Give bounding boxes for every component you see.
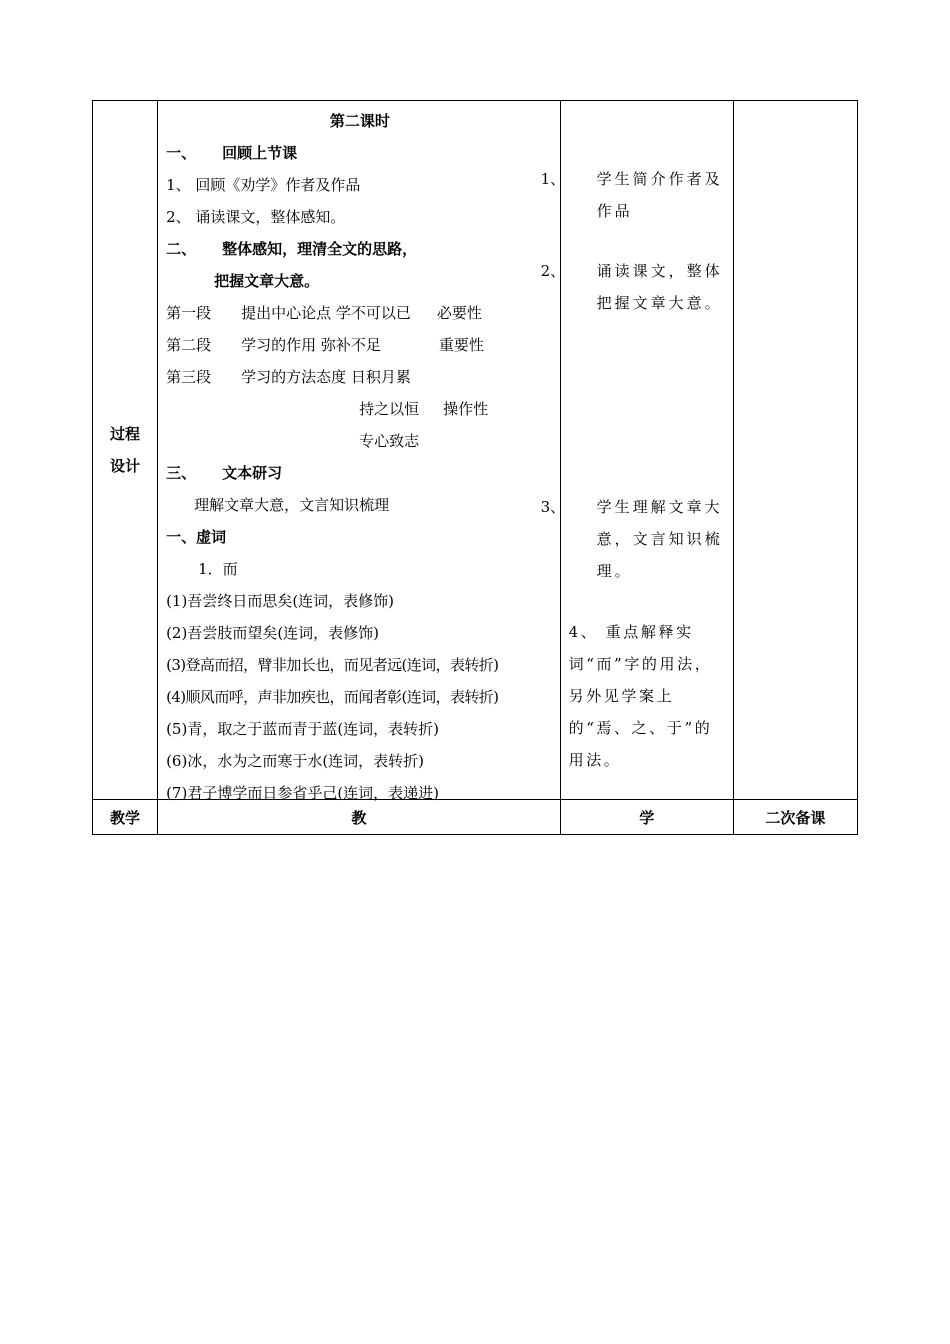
section-2-heading: 二、 整体感知，理清全文的思路， (166, 240, 418, 258)
paragraph-1-summary: 第一段 提出中心论点 学不可以已 必要性 (166, 304, 482, 322)
example-line: (5)青，取之于蓝而青于蓝(连词，表转折) (166, 720, 440, 738)
example-line: (1)吾尝终日而思矣(连词，表修饰) (166, 592, 395, 610)
row-label-line2: 设计 (110, 457, 141, 475)
paragraph-3-method-3: 专心致志 (359, 432, 420, 450)
process-design-row (93, 101, 858, 800)
teaching-content-cell (158, 101, 561, 800)
example-line: (2)吾尝肢而望矣(连词，表修饰) (166, 624, 380, 642)
section-3-heading: 三、 文本研习 (166, 464, 283, 482)
lesson-title: 第二课时 (329, 112, 390, 130)
footer-label-teach: 教 (158, 800, 561, 835)
footer-label-learn: 学 (560, 800, 733, 835)
learn-item-4: 4、 重点解释实词“而”字的用法，另外见学案上的“焉、之、于”的用法。 (568, 623, 713, 769)
row-label-cell (93, 101, 158, 800)
second-prep-cell (733, 101, 857, 800)
example-line: (3)登高而招，臂非加长也，而见者远(连词，表转折) (166, 656, 499, 674)
section-2-heading-cont: 把握文章大意。 (214, 272, 320, 290)
paragraph-2-summary: 第二段 学习的作用 弥补不足 重要性 (166, 336, 484, 354)
learn-item-1: 1、 学生简介作者及作品 (540, 170, 723, 220)
example-line: (6)冰，水为之而寒于水(连词，表转折) (166, 752, 425, 770)
paragraph-3-summary: 第三段 学习的方法态度 日积月累 (166, 368, 411, 386)
example-line: (4)顺风而呼，声非加疾也，而闻者彰(连词，表转折) (166, 688, 499, 706)
er-usage-label: 1．而 (198, 560, 238, 578)
review-item-2: 2、 诵读课文，整体感知。 (166, 208, 346, 226)
footer-label-second-prep: 二次备课 (733, 800, 857, 835)
row-label-line1: 过程 (110, 425, 141, 443)
section-1-heading: 一、 回顾上节课 (166, 144, 298, 162)
lesson-plan-table (92, 100, 858, 835)
footer-label-teaching: 教学 (93, 800, 158, 835)
paragraph-3-method-2: 持之以恒 操作性 (359, 400, 489, 418)
learn-item-2: 2、 诵读课文，整体把握文章大意。 (540, 262, 723, 312)
learning-activity-cell (540, 101, 733, 800)
section-3-description: 理解文章大意，文言知识梳理 (194, 496, 390, 514)
function-words-heading: 一、虚词 (166, 528, 227, 546)
review-item-1: 1、 回顾《劝学》作者及作品 (166, 176, 361, 194)
learn-item-3: 3、 学生理解文章大意，文言知识梳理。 (540, 498, 723, 580)
example-line: (7)君子博学而日参省乎己(连词，表递进) (166, 784, 440, 802)
